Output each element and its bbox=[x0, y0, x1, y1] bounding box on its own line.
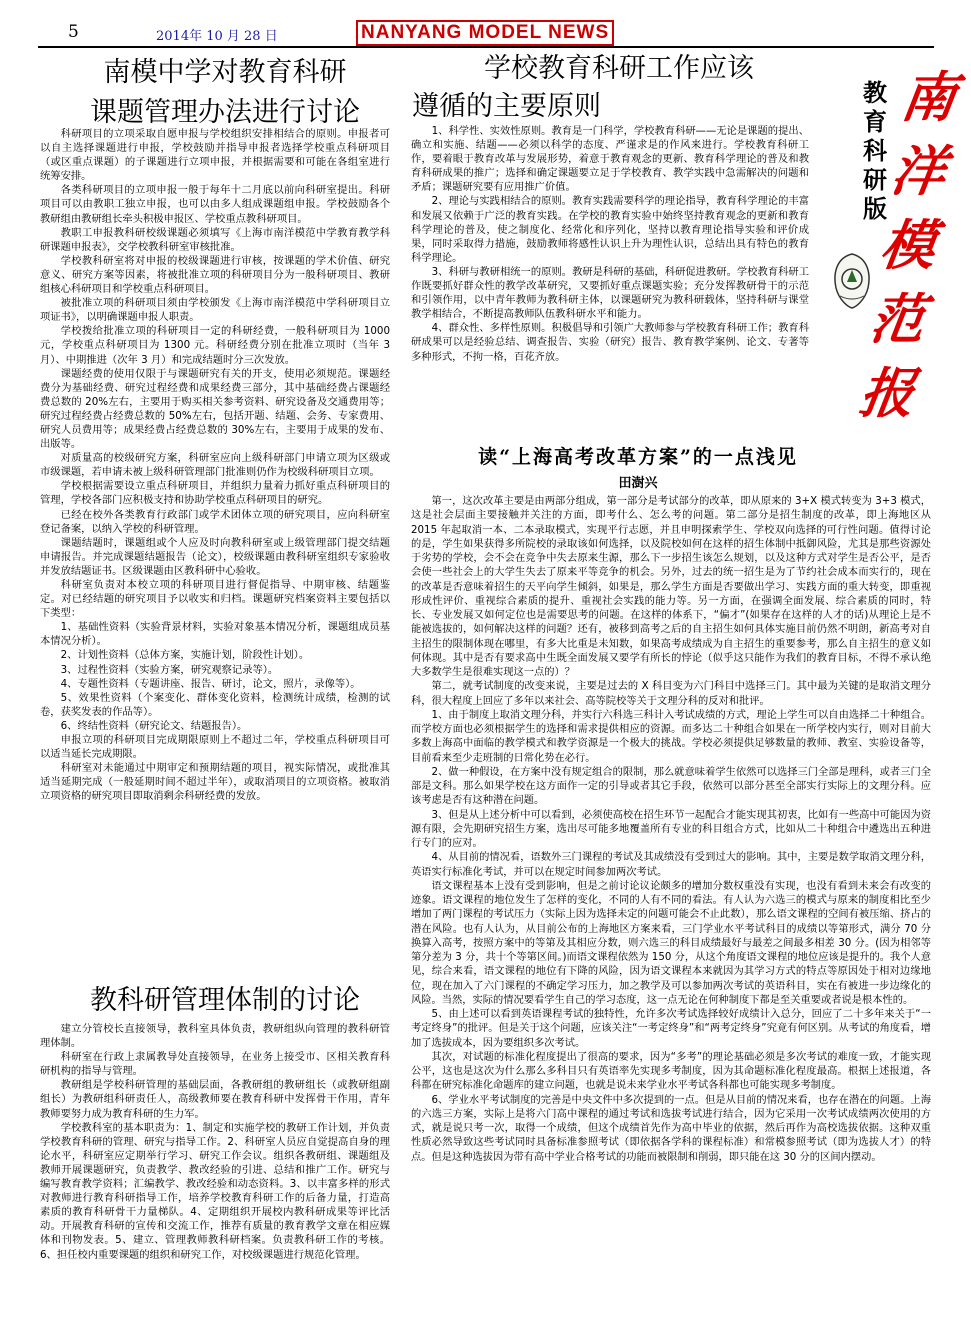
paragraph: 学校教科室的基本职责为：1、制定和实施学校的教研工作计划，并负责学校教育科研的管理、研究与指导工作。2、科研室人员应自觉提高自身的理论水平，科研室应定期举行学习、研究工作会议。组织各教研组、课题组及教师开展课题研究，负责教学、教改经验的引进、总结和推广工作。研究与编写教育教学资料；汇编教学、教改经验和动态资料。3、以丰富多样的形式对教师进行教育科研指导工作，培养学校教育科研工作的后备力量，打造高素质的教育科研骨干力量梯队。4、定期组织开展校内教科研成果等评比活动。开展教育科研的宣传和交流工作，推荐有质量的教育教学文章在相应媒体和刊物发表。5、建立、管理教师教科研档案。负责教科研工作的考核。6、担任校内重要课题的组织和研究工作，对校级课题进行规范化管理。 bbox=[40, 1121, 390, 1261]
article4-body bbox=[411, 494, 931, 1164]
paragraph: 教职工申报教科研校级课题必须填写《上海市南洋模范中学教育教学科研课题申报表》，交学校教科研室审核批准。 bbox=[40, 226, 390, 253]
paragraph: 其次，对试题的标准化程度提出了很高的要求，因为“多考”的理论基础必须是多次考试的难度一致，才能实现公平，这也是这次为什么那么多科目只有英语率先实现多考制度，因为其命题标准化程度最高。根据上述报道，各科都在研究标准化命题库的建立问题，也就是说未来学业水平考试各科都也可能实现多考制度。 bbox=[411, 1050, 931, 1092]
masthead: NANYANG MODEL NEWS bbox=[356, 20, 614, 46]
article3-title-line2: 遵循的主要原则 bbox=[412, 91, 601, 122]
paragraph: 课题结题时，课题组或个人应及时向教科研室或上级管理部门提交结题申请报告。并完成课题结题报告（论文），校级课题由教科研室组织专家验收并发放结题证书。区级课题由区教科研中心验收。 bbox=[40, 536, 390, 577]
paragraph: 语文课程基本上没有受到影响，但是之前讨论议论颇多的增加分数权重没有实现，也没有看到未来会有改变的迹象。语文课程的地位发生了怎样的变化，不同的人有不同的看法。有人认为六选三的模式与原来的制度相比至少增加了两门课程的考试压力（实际上因为选择未定的问题可能会不止此数），那么语文课程的空间有被压缩、挤占的潜在风险。也有人认为，从目前公布的上海地区方案来看，三门学业水平考试科目的成绩以等第形式，满分 70 分换算入高考，按照方案中的等第及其相应分数，则六选三的科目成绩最好与最差之间最多相差 30 分。(因为相邻等第分差为 3 分，共十个等第区间。)而语文课程依然为 150 分，从这个角度语文课程的地位应该是提升的。我个人意见，综合来看，语文课程的地位有下降的风险，因为语文课程本来就因为其学习方式的特点等原因处于相对边缘地位，现在加入了六门课程的不确定学习压力，加之教学及可以参加两次考试的英语科目，实在有被进一步边缘化的风险。当然，实际的情况要看学生自己的学习态度，这一点无论在何种制度下都是至关重要或者说是根本性的。 bbox=[411, 879, 931, 1006]
paragraph: 1、基础性资料（实验背景材料，实验对象基本情况分析，课题组成员基本情况分析）。 bbox=[40, 621, 390, 648]
paragraph: 第二，就考试制度的改变来说，主要是过去的 X 科目变为六门科目中选择三门。其中最为关键的是取消文理分科，很大程度上回应了多年以来社会、高等院校等关于文理分科的反对和批评。 bbox=[411, 680, 931, 707]
article1-title-line1: 南模中学对教育科研 bbox=[103, 57, 347, 88]
paragraph: 课题经费的使用仅限于与课题研究有关的开支，使用必须规范。课题经费分为基础经费、研究过程经费和成果经费三部分，其中基础经费占课题经费总数的 20%左右，主要用于购买相关参考资料、研究设备及交通费用等；研究过程经费占经费总数的 50%左右，包括开题、结题、会务、专家费用、研究人员费用等；成果经费占经费总数的 30%左右，主要用于成果的发布、出版等。 bbox=[40, 367, 390, 451]
page-header bbox=[38, 22, 934, 48]
article4-title: 读“上海高考改革方案”的一点浅见 bbox=[478, 446, 798, 468]
paragraph: 4、从目前的情况看，语数外三门课程的考试及其成绩没有受到过大的影响。其中，主要是数学取消文理分科，英语实行标准化考试，并可以在规定时间参加两次考试。 bbox=[411, 851, 931, 878]
paragraph: 5、由上述可以看到英语课程考试的独特性，允许多次考试选择较好成绩计入总分，回应了二十多年来关于“一考定终身”的批评。但是关于这个问题，应该关注“一考定终身”和“两考定终身”究竟有何区别。从考试的角度看，增加了选拔成本，因为要组织多次考试。 bbox=[411, 1008, 931, 1049]
page-number: 5 bbox=[68, 22, 79, 42]
article3-body bbox=[411, 124, 809, 364]
paragraph: 科研室在行政上隶属教导处直接领导，在业务上接受市、区相关教育科研机构的指导与管理。 bbox=[40, 1051, 390, 1078]
paragraph: 被批准立项的科研项目须由学校颁发《上海市南洋模范中学科研项目立项证书》，以明确课题申报人职责。 bbox=[40, 297, 390, 324]
paragraph: 建立分管校长直接领导，教科室具体负责，教研组纵向管理的教科研管理体制。 bbox=[40, 1023, 390, 1050]
paragraph: 2、做一种假设，在方案中没有规定组合的限制，那么就意味着学生依然可以选择三门全部是理科，或者三门全部是文科。那么如果学校在这方面作一定的引导或者其它手段，依然可以部分甚至全部实行实际上的文理分科。应该考虑是否有这种潜在问题。 bbox=[411, 765, 931, 807]
paragraph: 2、计划性资料（总体方案，实施计划，阶段性计划）。 bbox=[60, 649, 310, 662]
paragraph: 2、理论与实践相结合的原则。教育实践需要科学的理论指导，教育科学理论的丰富和发展又依赖于广泛的教育实践。在学校的教育实验中始终坚持教育观念的更新和教育科学理论的普及，使之制度化、经常化和序列化，坚持以教育理论指导实验和评价成果，同时采取得力措施，鼓励教师将感性认识上升为理性认识，总结出具有特色的教育科学理论。 bbox=[411, 195, 809, 264]
paragraph: 各类科研项目的立项申报一般于每年十二月底以前向科研室提出。科研项目可以由教职工独立申报，也可以由多人组成课题组申报。学校鼓励各个教研组由教研组长牵头积极申报区、学校重点教科研项目。 bbox=[40, 184, 390, 225]
paragraph: 5、效果性资料（个案变化、群体变化资料，检测统计成绩，检测的试卷，获奖发表的作品等）。 bbox=[40, 691, 390, 718]
paragraph: 3、过程性资料（实验方案，研究观察记录等）。 bbox=[60, 663, 279, 676]
paragraph: 1、科学性、实效性原则。教育是一门科学，学校教育科研——无论是课题的提出、确立和实施、结题——必须以科学的态度、严谨求是的作风来进行。学校教育科研工作，要着眼于教育改革与发展形势，着意于教育观念的更新、教育科学理论的普及和教育科研成果的推广；选择和确定课题要立足于学校教育、教学实践中急需解决的问题和矛盾；课题研究要有应用推广价值。 bbox=[411, 125, 809, 194]
paragraph: 学校教科研室将对申报的校级课题进行审核，按课题的学术价值、研究意义、研究方案等因素，将被批准立项的科研项目分为一般科研项目、教研组核心科研项目和学校重点科研项目。 bbox=[40, 254, 390, 296]
article1-title bbox=[40, 54, 410, 132]
article2-title: 教科研管理体制的讨论 bbox=[90, 985, 360, 1016]
school-emblem-icon bbox=[830, 252, 874, 310]
brand-logo: 南洋模范报 bbox=[855, 65, 961, 425]
paragraph: 申报立项的科研项目完成期限原则上不超过二年，学校重点科研项目可以适当延长完成期限。 bbox=[40, 734, 390, 761]
paragraph: 科研室对未能通过中期审定和预期结题的项目，视实际情况，或批准其适当延期完成（一般延期时间不超过半年），或取消项目的立项资格。被取消立项资格的研究项目即取消剩余科研经费的发放。 bbox=[40, 762, 390, 803]
article4-author: 田澍兴 bbox=[618, 476, 658, 491]
paragraph: 4、群众性、多样性原则。积极倡导和引领广大教师参与学校教育科研工作；教育科研成果可以是经验总结、调查报告、实验（研究）报告、教育教学案例、论文、专著等多种形式，不拘一格，百花齐放。 bbox=[411, 322, 809, 363]
paragraph: 对质量高的校级研究方案，科研室应向上级科研部门申请立项为区级或市级课题，若申请未被上级科研管理部门批准则仍作为校级科研项目立项。 bbox=[40, 452, 390, 479]
article1-body bbox=[40, 127, 390, 804]
paragraph: 学校根据需要设立重点科研项目，并组织力量着力抓好重点科研项目的管理，学校各部门应积极支持和协助学校重点科研项目的研究。 bbox=[40, 480, 390, 507]
paragraph: 科研室负责对本校立项的科研项目进行督促指导、中期审核、结题鉴定。对已经结题的研究项目予以收实和归档。课题研究档案资料主要包括以下类型： bbox=[40, 579, 390, 620]
issue-date: 2014年 10 月 28 日 bbox=[156, 29, 278, 44]
paragraph: 4、专题性资料（专题讲座、报告、研讨，论文，照片，录像等）。 bbox=[60, 677, 361, 690]
paragraph: 3、但是从上述分析中可以看到，必须使高校在招生环节一起配合才能实现其初衷，比如有一些高中可能因为资源有限，会先期研究招生方案，选出尽可能多地覆盖所有专业的科目组合方式，比如从二十种组合中遴选出五种进行专门的应对。 bbox=[411, 808, 931, 849]
paragraph: 3、科研与教研相统一的原则。教研是科研的基础，科研促进教研。学校教育科研工作既要抓好群众性的教学改革研究，又要抓好重点课题实验；充分发挥教研骨干的示范和引领作用，以中青年教师为教科研主体，以课题研究为教科研载体，坚持科研与课堂教学相结合，不断提高教师队伍教科研水平和能力。 bbox=[411, 265, 809, 321]
paragraph: 1、由于制度上取消文理分科，并实行六科选三科计入考试成绩的方式，理论上学生可以自由选择二十种组合。而学校方面也必须根据学生的选择和需求提供相应的资源。而多达二十种组合如果在一所学校内实行，则对目前大多数上海高中面临的教学模式和教学资源是一个极大的挑战。学校必须提供足够数量的教师、教室、实验设备等，目前看来至少走班制的日常化势在必行。 bbox=[411, 708, 931, 764]
paragraph: 教研组是学校科研管理的基础层面，各教研组的教研组长（或教研组副组长）为教研组科研责任人，高级教师要在教育科研中发挥骨干作用，青年教师要努力成为教育科研的生力军。 bbox=[40, 1079, 390, 1120]
paragraph: 科研项目的立项采取自愿申报与学校组织安排相结合的原则。申报者可以自主选择课题进行申报，学校鼓励并指导申报者选择学校重点科研项目（或区重点课题）的子课题进行立项申报，并根据需要和可能在各组室进行统筹安排。 bbox=[40, 128, 390, 183]
article3-title bbox=[412, 50, 792, 126]
section-label: 教育科研版 bbox=[863, 78, 887, 223]
paragraph: 6、学业水平考试制度的完善是中央文件中多次提到的一点。但是从目前的情况来看，也存在潜在的问题。上海的六选三方案，实际上是将六门高中课程的通过考试和选拔考试进行结合，因为它采用一次考试成绩两次使用的方式，就是说只考一次，取得一个成绩，但这个成绩首先作为高中毕业的依据，然后再作为高校选拔依据。这种双重性质必然导致这些考试同时具备标准参照考试（即依据各学科的课程标准）和常模参照考试（即为选拔人才）的特点。但是这种选拔因为带有高中学业合格考试的功能而被限制和削弱，即只能在这 30 分的区间内摆动。 bbox=[411, 1093, 931, 1163]
article2-body bbox=[40, 1022, 390, 1262]
article3-title-line1: 学校教育科研工作应该 bbox=[484, 53, 754, 84]
paragraph: 6、终结性资料（研究论文、结题报告）。 bbox=[60, 719, 248, 732]
paragraph: 第一，这次改革主要是由两部分组成，第一部分是考试部分的改革，即从原来的 3+X 模式转变为 3+3 模式，这是社会层面主要接触并关注的方面，即考什么、怎么考的问题。第二部分是招生制度的改革，即上海地区从 2015 年起取消一本、二本录取模式，实现平行志愿，并且申明探索学生、学校双向选择的可行性问题。值得讨论的是，学生如果获得多所院校的录取该如何选择，以及院校如何在这样的招生体制中抵御风险，尤其是那些资源处于劣势的学校，会不会在竞争中失去原来生源，那么下一步招生该怎么规划，以及这种方式对学生是否公平，是否会使一些社会上的大学生失去了原来平等竞争的机会。另外，过去的统一招生是为了节约社会成本而实行的，现在的改革是否意味着招生的天平向学生倾斜，如果是，那么学生方面是否要做出学习、实践方面的重大转变，即重视形成性评价、重视综合素质的提升、重视社会实践的能力等。另一方面，在强调全面发展、综合素质的同时，特长、专业发展又如何定位也是需要思考的问题。在这样的体系下，“偏才”(如果存在这样的人才的话)从理论上是不能被选拔的，如何解决这样的问题？还有，被移到高考之后的自主招生如何具体实施目前仍然不明朗，新高考对自主招生的限制体现在哪里，有多大比重是未知数，如果高考成绩成为自主招生的重要参考，那么自主招生的意义如何体现。其中是否有要求高中生既全面发展又要学有所长的悖论（似乎这只能作为我们的教育目标，不得不承认绝大多数学生是很难实现这一点的）？ bbox=[411, 495, 931, 678]
article1-title-line2: 课题管理办法进行讨论 bbox=[90, 97, 360, 128]
paragraph: 已经在校外各类教育行政部门或学术团体立项的研究项目，应向科研室登记备案，以纳入学校的科研管理。 bbox=[40, 508, 390, 535]
paragraph: 学校拨给批准立项的科研项目一定的科研经费，一般科研项目为 1000 元，学校重点科研项目为 1300 元。科研经费分别在批准立项时（当年 3 月）、中期推进（次年 3 月）和完成结题时分三次发放。 bbox=[40, 325, 390, 366]
